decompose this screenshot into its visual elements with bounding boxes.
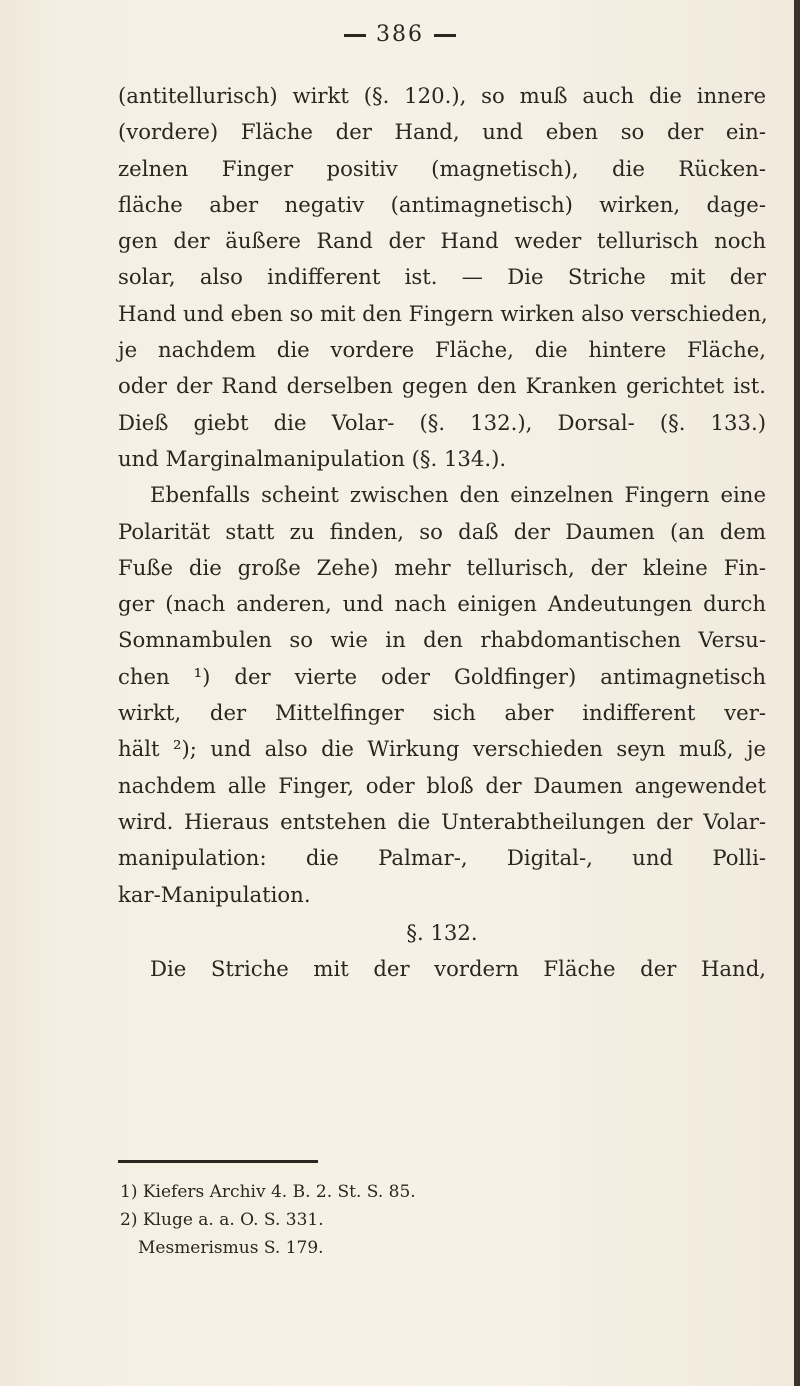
text-line: ger (nach anderen, und nach einigen Andeutungen durch — [118, 591, 766, 617]
text-line: Fuße die große Zehe) mehr tellurisch, der kleine Fin- — [118, 554, 766, 580]
text-line: hält ²); und also die Wirkung verschieden seyn muß, je — [118, 736, 766, 762]
footnote: 1) Kiefers Archiv 4. B. 2. St. S. 85. — [120, 1182, 416, 1202]
text-line: Polarität statt zu finden, so daß der Daumen (an dem — [118, 518, 766, 544]
text-line: chen ¹) der vierte oder Goldfinger) antimagnetisch — [118, 663, 766, 689]
text-line: nachdem alle Finger, oder bloß der Daumen angewendet — [118, 772, 766, 798]
text-line: manipulation: die Palmar-, Digital-, und Polli- — [118, 845, 766, 871]
text-line: (antitellurisch) wirkt (§. 120.), so muß auch die innere — [118, 83, 766, 108]
header-dash-right — [434, 34, 456, 37]
text-line: solar, also indifferent ist. — Die Striche mit der — [118, 264, 766, 290]
text-line: Somnambulen so wie in den rhabdomantischen Versu- — [118, 627, 766, 653]
text-line: zelnen Finger positiv (magnetisch), die Rücken- — [118, 155, 766, 181]
text-line: gen der äußere Rand der Hand weder tellurisch noch — [118, 228, 766, 254]
text-line: (vordere) Fläche der Hand, und eben so der ein- — [118, 119, 766, 145]
text-line: oder der Rand derselben gegen den Kranken gerichtet ist. — [118, 373, 766, 399]
text-line: fläche aber negativ (antimagnetisch) wirken, dage- — [118, 191, 766, 217]
text-line: wird. Hieraus entstehen die Unterabtheilungen der Volar- — [118, 808, 766, 834]
section-first-line: Die Striche mit der vordern Fläche der Hand, — [150, 956, 766, 982]
text-line: Hand und eben so mit den Fingern wirken also verschieden, — [118, 300, 768, 326]
footnotes — [120, 1178, 680, 1262]
page-header — [0, 22, 800, 47]
footnote-rule — [118, 1160, 318, 1163]
page-edge — [794, 0, 800, 1386]
page-number: 386 — [376, 22, 424, 47]
footnote-continuation: Mesmerismus S. 179. — [138, 1238, 324, 1258]
section-heading: §. 132. — [406, 919, 478, 945]
text-line: Ebenfalls scheint zwischen den einzelnen Fingern eine — [150, 482, 766, 508]
text-line: und Marginalmanipulation (§. 134.). — [118, 445, 507, 471]
body-text — [118, 78, 766, 987]
text-line: wirkt, der Mittelfinger sich aber indifferent ver- — [118, 700, 766, 726]
header-dash-left — [344, 34, 366, 37]
text-line: Dieß giebt die Volar- (§. 132.), Dorsal- (§. 133.) — [118, 409, 766, 435]
footnote: 2) Kluge a. a. O. S. 331. — [120, 1210, 324, 1230]
text-line: kar-Manipulation. — [118, 881, 311, 907]
text-line: je nachdem die vordere Fläche, die hintere Fläche, — [118, 337, 766, 363]
